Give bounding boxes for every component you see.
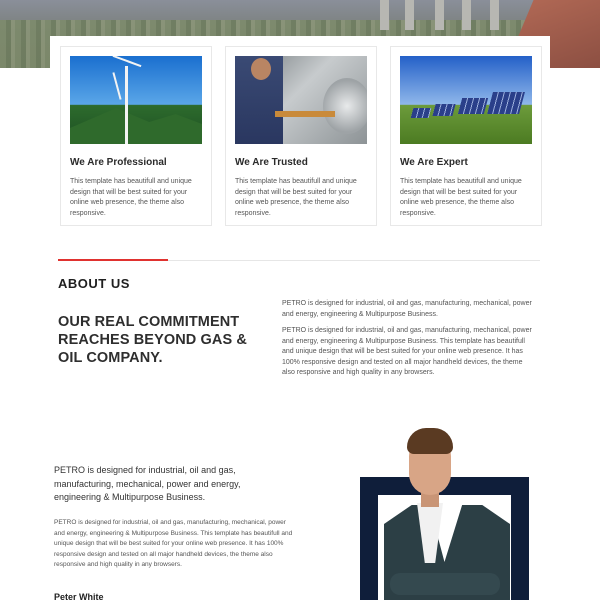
about-heading: ABOUT US <box>58 276 130 291</box>
section-divider-accent <box>58 259 168 261</box>
person-photo <box>384 425 510 600</box>
feature-card[interactable] <box>60 46 212 226</box>
solar-panels-image <box>400 56 532 144</box>
lathe-worker-image <box>235 56 367 144</box>
hero-pillar <box>462 0 471 30</box>
card-title: We Are Expert <box>400 157 468 168</box>
card-title: We Are Professional <box>70 157 167 168</box>
hero-pillar <box>405 0 414 30</box>
about-paragraph-long: PETRO is designed for industrial, oil and gas, manufacturing, mechanical, power and energy, engineering & Multipurpose Business. This template has beautifull and unique design that will be best suited for your online web presence. It has 100% responsive design and tested on all major handheld devices, the theme also responsive and high quality in any browsers. <box>282 327 532 376</box>
feature-card[interactable] <box>390 46 542 226</box>
wind-turbine-image <box>70 56 202 144</box>
card-text: This template has beautifull and unique design that will be best suited for your online web presence, the theme also responsive. <box>235 178 357 217</box>
hero-pillar <box>490 0 499 30</box>
hero-pillar <box>435 0 444 30</box>
card-title: We Are Trusted <box>235 157 308 168</box>
person-name: Peter White <box>54 592 104 600</box>
about-paragraph-short: PETRO is designed for industrial, oil and gas, manufacturing, mechanical, power and energy, engineering & Multipurpose Business. <box>282 300 532 318</box>
feature-card[interactable] <box>225 46 377 226</box>
person-paragraph: PETRO is designed for industrial, oil and gas, manufacturing, mechanical, power and energy, engineering & Multipurpose Business. This template has beautifull and unique design that will be best suited for your online web presence. It has 100% responsive design and tested on all major handheld devices, the theme also responsive and high quality in any browsers. <box>54 519 293 568</box>
person-lead-text: PETRO is designed for industrial, oil and gas, manufacturing, mechanical, power and energy, engineering & Multipurpose Business. <box>54 465 241 502</box>
hero-pillar <box>380 0 389 30</box>
card-text: This template has beautifull and unique design that will be best suited for your online web presence, the theme also responsive. <box>70 178 192 217</box>
about-headline: OUR REAL COMMITMENT REACHES BEYOND GAS & OIL COMPANY. <box>58 314 247 366</box>
feature-cards <box>50 36 550 234</box>
card-text: This template has beautifull and unique design that will be best suited for your online web presence, the theme also responsive. <box>400 178 522 217</box>
